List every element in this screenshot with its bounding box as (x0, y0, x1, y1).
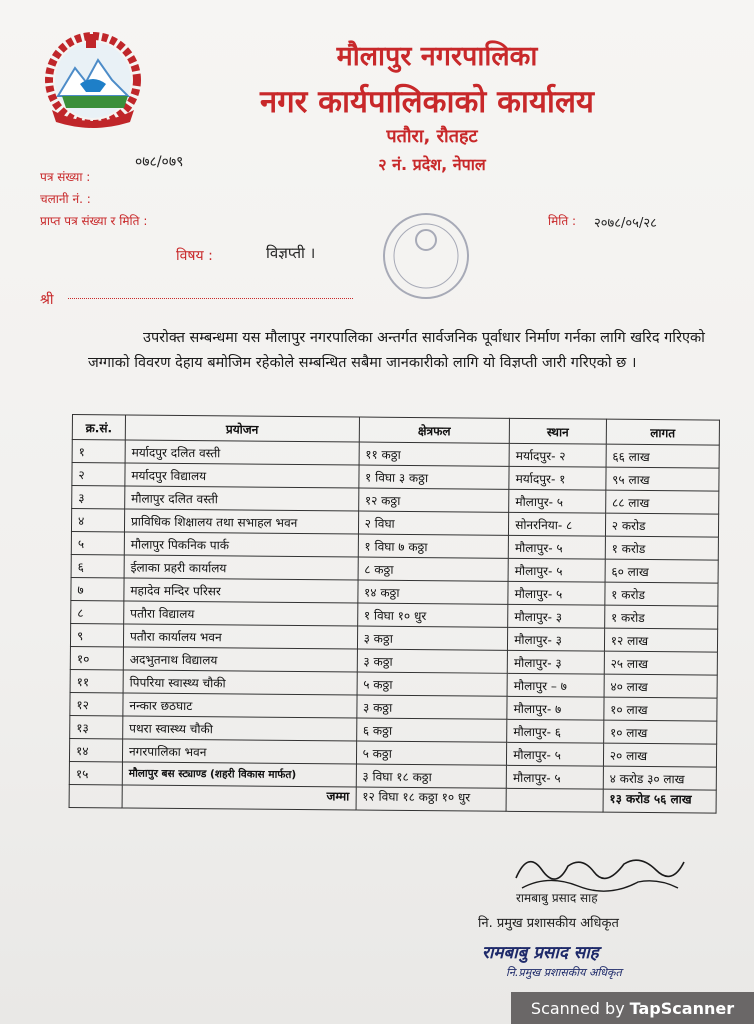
cost-cell: २ करोड (605, 513, 718, 537)
purpose-cell: पतौरा कार्यालय भवन (123, 624, 357, 649)
purpose-cell: पिपरिया स्वास्थ्य चौकी (123, 670, 357, 695)
name-stamp: रामबाबु प्रसाद साह (482, 943, 599, 963)
serial-cell: ८ (71, 600, 124, 623)
cost-cell: १ करोड (605, 536, 718, 560)
cost-cell: ८८ लाख (605, 490, 718, 514)
purpose-cell: मौलापुर बस स्ट्याण्ड (शहरी विकास मार्फत) (122, 762, 356, 787)
location-cell: मौलापुर- ६ (507, 719, 604, 743)
location-cell: मौलापुर- ५ (509, 489, 606, 513)
cost-cell: ४० लाख (604, 674, 717, 698)
purpose-cell: पतौरा विद्यालय (124, 601, 358, 626)
serial-cell: ४ (71, 509, 124, 532)
cost-cell: ६६ लाख (606, 444, 719, 468)
area-cell: ३ कठ्ठा (357, 649, 508, 673)
location-cell: मौलापुर- ३ (508, 604, 605, 628)
area-cell: ६ कठ्ठा (356, 718, 507, 742)
signatory-name: रामबाबु प्रसाद साह (516, 891, 598, 905)
location-cell: मौलापुर- ३ (508, 627, 605, 651)
recipient-line (68, 298, 353, 299)
subject-label: विषय : (176, 248, 213, 264)
serial-cell: ९ (70, 623, 123, 646)
province-name: २ नं. प्रदेश, नेपाल (378, 155, 486, 174)
serial-cell: १ (72, 440, 125, 463)
header-location: स्थान (509, 418, 606, 444)
location-cell: मौलापुर- ५ (508, 558, 605, 582)
scanner-prefix: Scanned by (530, 998, 625, 1018)
serial-cell: ६ (71, 554, 124, 577)
letter-number-label: पत्र संख्या : (40, 170, 91, 184)
purpose-cell: ईलाका प्रहरी कार्यालय (124, 555, 358, 580)
cost-cell: २० लाख (603, 743, 716, 767)
location-cell: मर्यादपुर- २ (509, 443, 606, 467)
cost-cell: २५ लाख (604, 651, 717, 675)
area-cell: २ विघा (358, 511, 509, 535)
location-cell: मौलापुर- ५ (508, 581, 605, 605)
purpose-cell: नगरपालिका भवन (122, 739, 356, 764)
purpose-cell: मौलापुर पिकनिक पार्क (124, 532, 358, 557)
serial-cell: ३ (72, 486, 125, 509)
area-cell: ११ कठ्ठा (359, 442, 510, 466)
letter-number-value: ०७८/०७९ (135, 154, 184, 170)
location-cell: मौलापुर- ३ (507, 650, 604, 674)
date-label: मिति : (548, 214, 577, 228)
purpose-cell: महादेव मन्दिर परिसर (124, 578, 358, 603)
cost-cell: ४ करोड ३० लाख (603, 766, 716, 790)
area-cell: १ विघा १० धुर (357, 603, 508, 627)
location-cell: मौलापुर – ७ (507, 673, 604, 697)
recipient-label: श्री (40, 292, 54, 308)
serial-cell: १२ (70, 692, 123, 715)
purpose-cell: मर्यादपुर विद्यालय (125, 463, 359, 488)
serial-cell: १० (70, 646, 123, 669)
municipality-name: मौलापुर नगरपालिका (336, 41, 538, 72)
land-details-table (69, 414, 720, 814)
area-cell: ३ कठ्ठा (356, 695, 507, 719)
received-letter-label: प्राप्त पत्र संख्या र मिति : (40, 214, 148, 228)
signatory-title: नि. प्रमुख प्रशासकीय अधिकृत (478, 916, 619, 931)
purpose-cell: प्राविधिक शिक्षालय तथा सभाहल भवन (124, 509, 358, 534)
location-cell: मौलापुर- ५ (508, 535, 605, 559)
location-cell: मौलापुर- ५ (507, 742, 604, 766)
purpose-cell: अदभुतनाथ विद्यालय (123, 647, 357, 672)
dispatch-number-label: चलानी नं. : (40, 192, 91, 206)
area-cell: ८ कठ्ठा (358, 557, 509, 581)
serial-cell: ७ (71, 577, 124, 600)
area-cell: १ विघा ७ कठ्ठा (358, 534, 509, 558)
serial-cell: १४ (69, 738, 122, 761)
cost-cell: १२ लाख (604, 628, 717, 652)
purpose-cell: पथरा स्वास्थ्य चौकी (123, 716, 357, 741)
office-name: नगर कार्यपालिकाको कार्यालय (260, 84, 594, 120)
area-cell: १४ कठ्ठा (357, 580, 508, 604)
total-cost: १३ करोड ५६ लाख (603, 789, 716, 813)
total-row (69, 784, 716, 813)
title-stamp: नि.प्रमुख प्रशासकीय अधिकृत (506, 966, 622, 979)
area-cell: १ विघा ३ कठ्ठा (358, 465, 509, 489)
date-value: २०७८/०५/२८ (594, 216, 657, 231)
purpose-cell: मर्यादपुर दलित वस्ती (125, 440, 359, 465)
area-cell: १२ कठ्ठा (358, 488, 509, 512)
header-cost: लागत (606, 419, 719, 445)
cost-cell: १० लाख (604, 697, 717, 721)
scanner-watermark (511, 992, 754, 1024)
cost-cell: १ करोड (604, 605, 717, 629)
purpose-cell: नन्कार छठघाट (123, 693, 357, 718)
serial-cell: १३ (70, 715, 123, 738)
office-address: पतौरा, रौतहट (386, 126, 478, 147)
location-cell: सोनरनिया- ८ (509, 512, 606, 536)
serial-cell: ११ (70, 669, 123, 692)
subject-value: विज्ञप्ती । (266, 244, 316, 262)
total-location-cell (506, 788, 603, 812)
area-cell: ३ कठ्ठा (357, 626, 508, 650)
cost-cell: ९५ लाख (606, 467, 719, 491)
purpose-cell: मौलापुर दलित वस्ती (125, 486, 359, 511)
cost-cell: १ करोड (605, 582, 718, 606)
total-label: जम्मा (122, 785, 356, 810)
nepal-emblem-icon (40, 30, 146, 132)
location-cell: मर्यादपुर- १ (509, 466, 606, 490)
scanner-brand: TapScanner (629, 998, 735, 1018)
cost-cell: ६० लाख (605, 559, 718, 583)
area-cell: ५ कठ्ठा (356, 741, 507, 765)
location-cell: मौलापुर- ७ (507, 696, 604, 720)
serial-cell: ५ (71, 531, 124, 554)
serial-cell: १५ (69, 761, 122, 784)
header-purpose: प्रयोजन (125, 415, 359, 442)
cost-cell: १० लाख (603, 720, 716, 744)
total-area: १२ विघा १८ कठ्ठा १० धुर (356, 787, 507, 811)
total-empty-cell (69, 784, 122, 807)
area-cell: ३ विघा १८ कठ्ठा (356, 764, 507, 788)
header-area: क्षेत्रफल (359, 417, 510, 443)
notice-body: उपरोक्त सम्बन्धमा यस मौलापुर नगरपालिका अन्तर्गत सार्वजनिक पूर्वाधार निर्माण गर्नका लागि खरिद गरिएको जग्गाको विवरण देहाय बमोजिम रहेकोले सम्बन्धित सबैमा जानकारीको लागि यो विज्ञप्ती जारी गरिएको छ । (88, 330, 705, 371)
location-cell: मौलापुर- ५ (506, 765, 603, 789)
header-serial: क्र.सं. (72, 415, 125, 440)
office-seal-icon (376, 210, 476, 302)
serial-cell: २ (72, 463, 125, 486)
area-cell: ५ कठ्ठा (357, 672, 508, 696)
